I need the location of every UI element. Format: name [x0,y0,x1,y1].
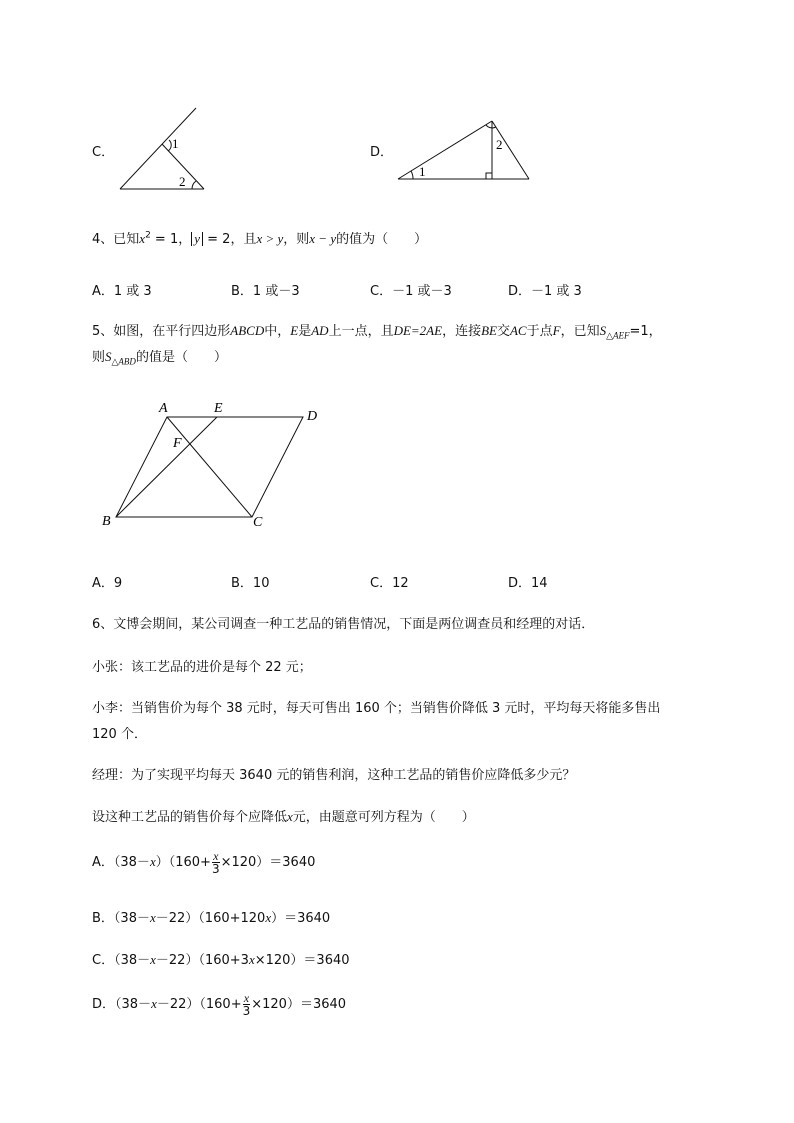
q4-abs-y: y [191,232,203,246]
fig-d-angle-1: 1 [419,164,426,179]
q6-option-a[interactable] [92,850,315,875]
q6-b-x2: x [265,910,272,925]
q6-d-pre: D．（38－ [92,997,152,1012]
question-5-line-1 [92,320,662,342]
q6-b-post: ）＝3640 [271,911,331,926]
q6-setup-pre: 设这种工艺品的销售价每个应降低 [92,810,288,825]
q6-a-num: x [213,849,219,863]
q5-text: 交 [496,324,510,339]
diagonal-ac [167,417,252,517]
q5-s: S [599,323,607,338]
label-d: D [307,409,318,424]
q5-option-d[interactable]: D．14 [508,576,548,591]
fig-d-hypotenuse [398,121,492,179]
q4-suffix: 的值为（ ） [336,232,428,247]
q6-d-fraction [243,992,251,1017]
q5-de2ae: DE=2AE [393,323,443,338]
fig-d-right-angle [486,173,492,179]
q6-option-d[interactable] [92,992,346,1017]
q6-c-pre: C．（38－ [92,953,151,968]
q6-b-mid: －22）（160+120 [155,911,266,926]
q4-option-a[interactable]: A．1 或 3 [92,284,152,299]
q4-cond2-rhs: = 2，且 [203,232,257,247]
q4-cond1-base: x [139,231,146,246]
q6-a-x: x [149,854,156,869]
fig-c-arc-2 [192,181,196,189]
q6-d-mid: －22）（160+ [156,997,242,1012]
fig-c-arc-1 [168,140,171,151]
q6-a-den: 3 [211,862,220,876]
q4-option-b[interactable]: B．1 或－3 [231,284,300,299]
q5-e: E [290,323,299,338]
q6-dialogue-li-line-1: 小李：当销售价为每个 38 元时，每天可售出 160 个；当销售价降低 3 元时，平均每天将能多售出 [92,701,661,716]
q5-text: 是 [298,324,312,339]
q5-option-c[interactable]: C．12 [370,576,409,591]
q6-d-num: x [243,991,250,1005]
q6-d-x: x [151,996,157,1011]
q5-abcd: ABCD [230,323,265,338]
q5-text: 5、如图，在平行四边形 [92,324,231,339]
q6-c-post: ×120）＝3640 [254,953,350,968]
q4-expr: x − y [309,231,337,246]
q5-option-a[interactable]: A．9 [92,576,123,591]
q6-a-post: ×120）＝3640 [220,855,316,870]
label-b: B [102,514,111,529]
q6-setup-var: x [287,809,293,824]
option-d-label: D． [370,145,394,160]
q4-prefix: 4、已知 [92,232,140,247]
q6-a-mid: ）（160+ [155,855,211,870]
label-a: A [159,401,168,416]
q5-s-sub: △AEF [606,330,630,341]
q6-a-pre: A．（38－ [92,855,150,870]
q6-setup-post: 元，由题意可列方程为（ ） [292,810,475,825]
question-5-line-2 [92,346,227,368]
q6-c-x: x [150,952,156,967]
q5-text: ，连接 [442,324,482,339]
q6-c-mid: －22）（160+3 [155,953,249,968]
q5-text: 的值是（ ） [135,350,227,365]
option-c-label: C． [92,145,115,160]
q6-option-c[interactable] [92,949,350,968]
q6-setup [92,806,475,825]
q4-cond1-exp: 2 [145,230,151,241]
q5-option-b[interactable]: B．10 [231,576,270,591]
q6-d-den: 3 [242,1004,251,1018]
q6-b-x: x [149,910,156,925]
q5-s2-sub: △ABD [111,356,136,367]
q6-dialogue-zhang: 小张：该工艺品的进价是每个 22 元； [92,660,312,675]
q6-dialogue-manager: 经理：为了实现平均每天 3640 元的销售利润，这种工艺品的销售价应降低多少元？ [92,768,576,783]
fig-d-angle-2: 2 [496,137,503,152]
figure-c [112,100,212,195]
segment-be [116,417,217,517]
fig-d-arc-1 [411,171,413,179]
q4-cond3: x > y [256,231,284,246]
q5-ad: AD [311,323,329,338]
q6-c-x2: x [248,952,255,967]
q4-option-c[interactable]: C．－1 或－3 [370,284,452,299]
figure-d [392,115,537,185]
fig-c-angle-2: 2 [179,174,186,189]
q5-text: 上一点，且 [328,324,394,339]
q5-text: ，已知 [560,324,600,339]
q6-dialogue-li-line-2: 120 个． [92,727,147,742]
q5-text: 则 [92,350,106,365]
q5-f: F [552,323,561,338]
q6-option-b[interactable] [92,907,330,926]
q4-option-d[interactable]: D．－1 或 3 [508,284,582,299]
question-4 [92,228,427,247]
q6-a-fraction [212,850,220,875]
q5-eq: =1， [629,324,662,339]
q6-d-post: ×120）＝3640 [251,997,347,1012]
q5-s2: S [105,349,112,364]
label-f: F [173,436,182,451]
q4-cond1-rhs: = 1， [150,232,192,247]
parallelogram-figure [95,395,335,535]
q4-mid: ，则 [283,232,310,247]
q5-ac: AC [509,323,527,338]
q5-text: 中， [264,324,291,339]
q5-text: 于点 [526,324,553,339]
label-c: C [253,515,263,530]
label-e: E [214,401,223,416]
question-6-title: 6、文博会期间，某公司调查一种工艺品的销售情况，下面是两位调查员和经理的对话． [92,617,595,632]
fig-c-angle-1: 1 [172,136,179,151]
q5-be: BE [481,323,497,338]
q6-b-pre: B．（38－ [92,911,150,926]
